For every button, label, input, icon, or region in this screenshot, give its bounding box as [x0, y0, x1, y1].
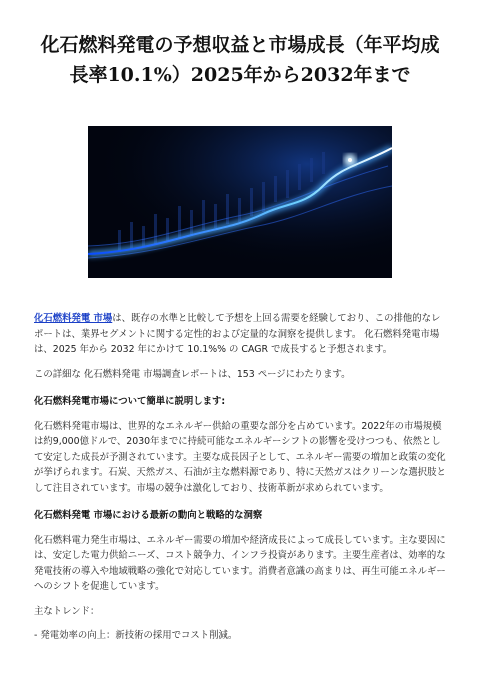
trend-item: - 発電効率の向上：新技術の採用でコスト削減。	[34, 630, 238, 641]
trends-heading: 主なトレンド：	[34, 605, 100, 617]
page-title	[34, 0, 446, 90]
section-body-trends: 化石燃料電力発生市場は、エネルギー需要の増加や経済成長によって成長しています。主な要因には、安定した電力供給ニーズ、コスト競争力、インフラ投資があります。主要生産者は、効率的な発電技術の導入や地域戦略の強化で対応しています。消費者意識の高まりは、再生可能エネルギーへのシフトを促進しています。	[34, 534, 446, 592]
intro-text: は、既存の水準と比較して予想を上回る需要を経験しており、この排他的なレポートは、業界セグメントに関する定性的および定量的な洞察を提供します。 化石燃料発電市場は、2025 年から 2032 年にかけて 10.1%% の CAGR で成長すると予想されます。	[34, 313, 441, 355]
report-pages-text: この詳細な 化石燃料発電 市場調査レポートは、153 ページにわたります。	[34, 368, 351, 380]
title-line-1: 化石燃料発電の予想収益と市場成長（年平均成	[40, 34, 440, 56]
market-link[interactable]: 化石燃料発電 市場	[34, 313, 113, 324]
intro-paragraph	[34, 311, 446, 358]
title-line-2: 長率10.1%）2025年から2032年まで	[69, 64, 411, 86]
section-heading-overview: 化石燃料発電市場について簡単に説明します:	[34, 396, 226, 407]
hero-image	[88, 126, 392, 278]
section-heading-trends: 化石燃料発電 市場における最新の動向と戦略的な洞察	[34, 510, 263, 521]
section-body-overview: 化石燃料発電市場は、世界的なエネルギー供給の重要な部分を占めています。2022年の市場規模は約9,000億ドルで、2030年までに持続可能なエネルギーシフトの影響を受けつつも、依然として安定した成長が予測されています。主要な成長因子として、エネルギー需要の増加と政策の変化が挙げられます。石炭、天然ガス、石油が主な燃料源であり、特に天然ガスはクリーンな選択肢として注目されています。市場の競争は激化しており、技術革新が求められています。	[34, 420, 446, 494]
